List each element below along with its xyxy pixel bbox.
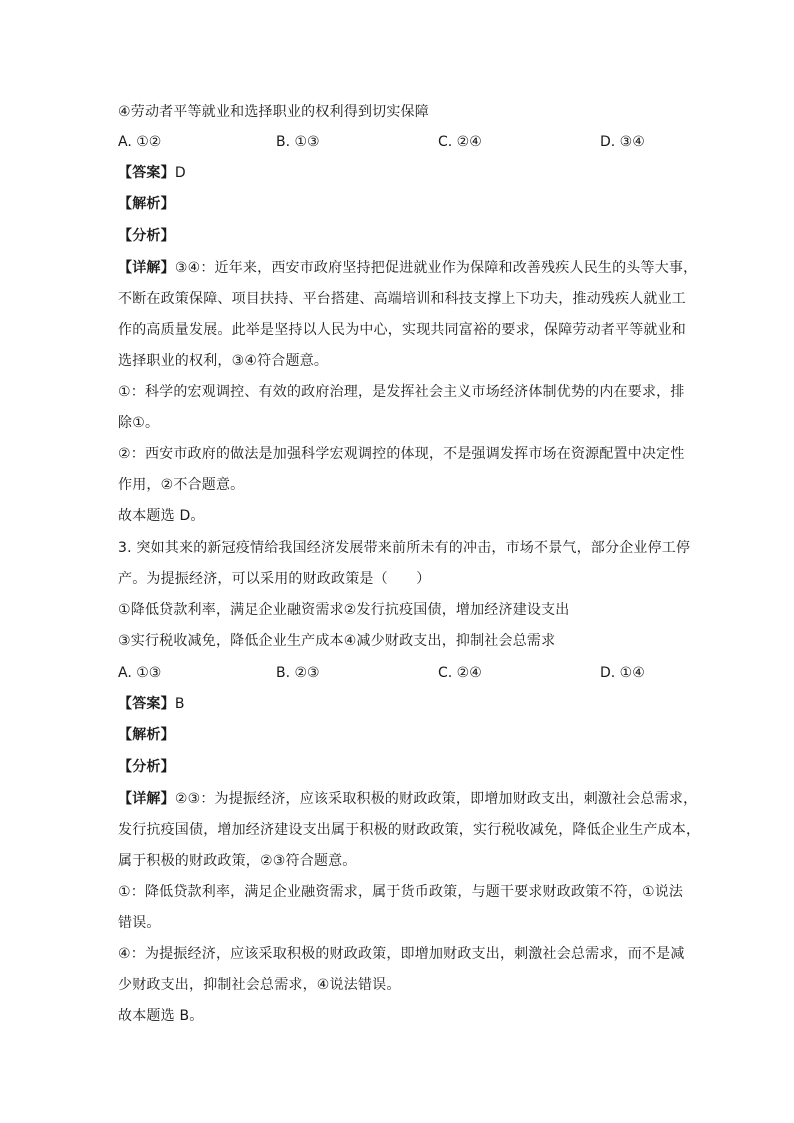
q2-detail-line-7: ②：西安市政府的做法是加强科学宏观调控的体现，不是强调发挥市场在资源配置中决定性 (118, 446, 685, 462)
q3-answer (118, 694, 185, 714)
q3-analysis-label: 【解析】 (118, 727, 175, 743)
q2-detail-text-1: ③④：近年来，西安市政府坚持把促进就业作为保障和改善残疾人民生的头等大事， (174, 260, 698, 276)
q3-detail-line-8: 故本题选 B。 (118, 1008, 204, 1024)
q2-detail-line-2: 不断在政策保障、项目扶持、平台搭建、高端培训和科技支撑上下功夫，推动残疾人就业工 (118, 291, 686, 307)
q3-option-c: C. ②④ (438, 665, 482, 681)
q3-detail-line-7: 少财政支出，抑制社会总需求，④说法错误。 (118, 977, 401, 993)
q3-fenxi-label: 【分析】 (118, 759, 175, 775)
q3-detail-line-2: 发行抗疫国债，增加经济建设支出属于积极的财政政策，实行税收减免，降低企业生产成本， (118, 822, 701, 838)
q2-answer (118, 163, 186, 183)
q3-detail-line-1 (118, 789, 697, 809)
q2-answer-value: D (174, 165, 186, 181)
q2-detail-line-5: ①：科学的宏观调控、有效的政府治理，是发挥社会主义市场经济体制优势的内在要求，排 (118, 384, 685, 400)
q3-option-a: A. ①③ (118, 665, 162, 681)
q3-option-b: B. ②③ (276, 665, 320, 681)
q3-stem-line-3: ①降低贷款利率，满足企业融资需求②发行抗疫国债，增加经济建设支出 (118, 602, 570, 618)
q2-detail-line-9: 故本题选 D。 (118, 508, 205, 524)
q3-detail-line-5: 错误。 (118, 915, 161, 931)
q3-stem-line-2: 产。为提振经济，可以采用的财政政策是（ ） (118, 571, 431, 587)
q2-detail-line-1 (118, 258, 697, 278)
q3-detail-line-6: ④：为提振经济，应该采取积极的财政政策，即增加财政支出，刺激社会总需求，而不是减 (118, 946, 685, 962)
q2-detail-line-6: 除①。 (118, 415, 160, 431)
q3-detail-line-4: ①：降低贷款利率，满足企业融资需求，属于货币政策，与题干要求财政政策不符，①说法 (118, 884, 684, 900)
q3-detail-text-1: ②③：为提振经济，应该采取积极的财政政策，即增加财政支出，刺激社会总需求， (174, 791, 698, 807)
q2-option-c: C. ②④ (438, 134, 482, 150)
q2-option-b: B. ①③ (276, 134, 320, 150)
q2-detail-line-8: 作用，②不合题意。 (118, 477, 245, 493)
q3-answer-value: B (174, 696, 185, 712)
q3-stem-line-1: 3. 突如其来的新冠疫情给我国经济发展带来前所未有的冲击，市场不景气，部分企业停工停 (118, 540, 691, 556)
q2-detail-line-3: 作的高质量发展。此举是坚持以人民为中心，实现共同富裕的要求，保障劳动者平等就业和 (118, 322, 686, 338)
q3-detail-label: 【详解】 (118, 791, 175, 807)
q3-stem-line-4: ③实行税收减免，降低企业生产成本④减少财政支出，抑制社会总需求 (118, 633, 556, 649)
q3-option-d: D. ①④ (600, 665, 645, 681)
q2-detail-label: 【详解】 (118, 260, 175, 276)
q2-fenxi-label: 【分析】 (118, 228, 175, 244)
q2-analysis-label: 【解析】 (118, 196, 175, 212)
q2-option-a: A. ①② (118, 134, 162, 150)
q2-answer-label: 【答案】 (118, 165, 175, 181)
q2-detail-line-4: 选择职业的权利，③④符合题意。 (118, 353, 329, 369)
q2-option-d: D. ③④ (600, 134, 645, 150)
q2-stem-tail: ④劳动者平等就业和选择职业的权利得到切实保障 (118, 104, 429, 120)
q3-answer-label: 【答案】 (118, 696, 175, 712)
q3-detail-line-3: 属于积极的财政政策，②③符合题意。 (118, 853, 357, 869)
